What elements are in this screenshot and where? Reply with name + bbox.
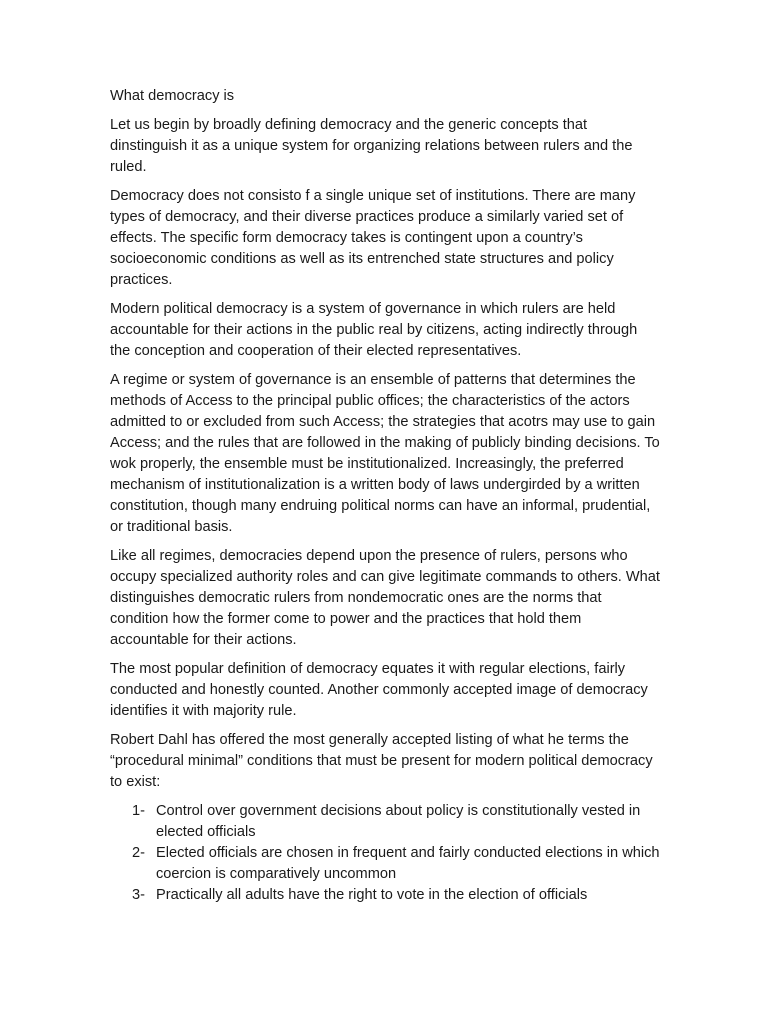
paragraph-popular-definition: The most popular definition of democracy equates it with regular elections, fairly conducted and honestly counted. Another commonly accepted image of democracy identifies it with majority rule.	[110, 661, 648, 719]
paragraph-rulers: Like all regimes, democracies depend upon the presence of rulers, persons who occupy specialized authority roles and can give legitimate commands to others. What distinguishes democratic rulers from nondemocratic ones are the norms that condition how the former come to power and the practices that hold them accountable for their actions.	[110, 548, 660, 648]
document-heading: What democracy is	[110, 88, 235, 104]
list-item-text: Elected officials are chosen in frequent and fairly conducted elections in which coercion is comparatively uncommon	[156, 845, 660, 882]
paragraph-modern-democracy: Modern political democracy is a system of governance in which rulers are held accountable for their actions in the public real by citizens, acting indirectly through the conception and cooperation of their elected representatives.	[110, 301, 638, 359]
conditions-list	[110, 801, 660, 906]
list-item	[110, 801, 660, 843]
paragraph-regime-definition: A regime or system of governance is an ensemble of patterns that determines the methods of Access to the principal public offices; the characteristics of the actors admitted to or excluded from such Access; the strategies that acotrs may use to gain Access; and the rules that are followed in the making of publicly binding decisions. To wok properly, the ensemble must be institutionalized. Increasingly, the preferred mechanism of institutionalization is a written body of laws undergirded by a written constitution, though many endruing political norms can have an informal, prudential, or traditional basis.	[110, 372, 660, 535]
list-item-number: 2-	[132, 845, 145, 861]
list-item-text: Control over government decisions about policy is constitutionally vested in elected officials	[156, 803, 641, 840]
paragraph-definition-intro: Let us begin by broadly defining democracy and the generic concepts that dinstinguish it as a unique system for organizing relations between rulers and the ruled.	[110, 117, 633, 175]
paragraph-dahl-conditions: Robert Dahl has offered the most generally accepted listing of what he terms the “procedural minimal” conditions that must be present for modern political democracy to exist:	[110, 732, 653, 790]
list-item-number: 3-	[132, 887, 145, 903]
paragraph-types-of-democracy: Democracy does not consisto f a single unique set of institutions. There are many types of democracy, and their diverse practices produce a similarly varied set of effects. The specific form democracy takes is contingent upon a country’s socioeconomic conditions as well as its entrenched state structures and policy practices.	[110, 188, 636, 288]
list-item-number: 1-	[132, 803, 145, 819]
list-item	[110, 843, 660, 885]
list-item-text: Practically all adults have the right to vote in the election of officials	[156, 887, 588, 903]
document-body	[110, 86, 660, 906]
list-item	[110, 885, 660, 906]
